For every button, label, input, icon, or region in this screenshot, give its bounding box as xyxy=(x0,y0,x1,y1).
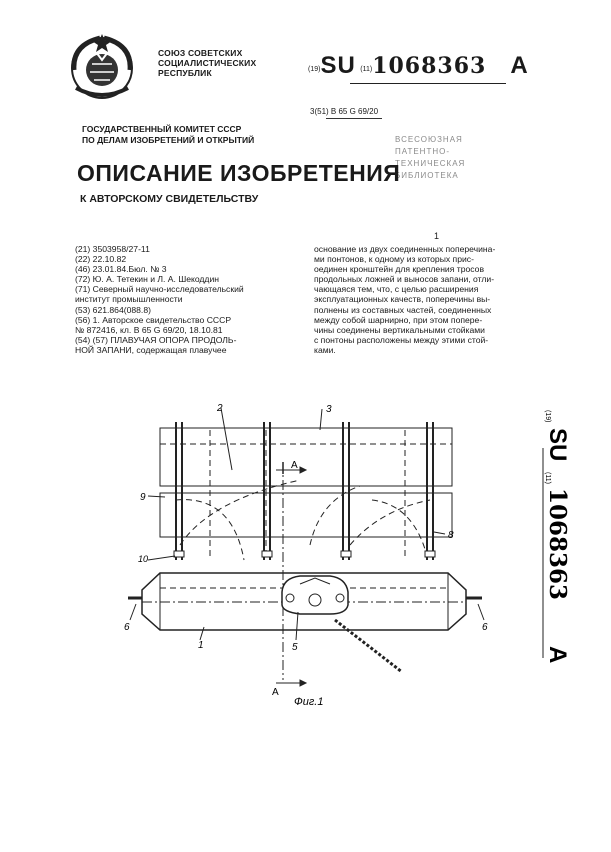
patent-kind: A xyxy=(510,52,528,79)
part-label-5: 5 xyxy=(292,642,298,653)
code-11: (11) xyxy=(360,66,373,73)
biblio-line: (46) 23.01.84.Бюл. № 3 xyxy=(75,264,167,275)
biblio-line: (71) Северный научно-исследовательский xyxy=(75,284,244,295)
part-label-6-left: 6 xyxy=(124,622,130,633)
abstract-line: оединен кронштейн для крепления тросов xyxy=(314,264,485,275)
abstract-line: чающаяся тем, что, с целью расширения xyxy=(314,284,479,295)
column-number: 1 xyxy=(434,231,440,241)
country-line: СОЮЗ СОВЕТСКИХ xyxy=(158,48,243,58)
stamp-line: ТЕХНИЧЕСКАЯ xyxy=(395,159,466,168)
abstract-line: между собой шарнирно, при этом попере- xyxy=(314,314,483,325)
vertical-patent-number xyxy=(536,408,584,678)
part-label-2: 2 xyxy=(217,403,223,414)
country-line: РЕСПУБЛИК xyxy=(158,68,212,78)
section-label-top: А xyxy=(291,460,298,471)
part-label-1: 1 xyxy=(198,640,204,651)
section-label-bottom: А xyxy=(272,687,279,698)
document-title: ОПИСАНИЕ ИЗОБРЕТЕНИЯ xyxy=(77,160,401,186)
committee-line: ПО ДЕЛАМ ИЗОБРЕТЕНИЙ И ОТКРЫТИЙ xyxy=(82,135,255,145)
vertical-patent-number-text: 1068363 xyxy=(544,488,571,601)
part-label-3: 3 xyxy=(326,404,332,415)
biblio-line: (21) 3503958/27-11 xyxy=(75,244,150,254)
part-label-10: 10 xyxy=(138,554,149,564)
biblio-line: НОЙ ЗАПАНИ, содержащая плавучее xyxy=(75,344,227,355)
biblio-line: № 872416, кл. B 65 G 69/20, 18.10.81 xyxy=(75,324,223,335)
abstract-line: эксплуатационных качеств, поперечины вы- xyxy=(314,294,491,305)
committee-line: ГОСУДАРСТВЕННЫЙ КОМИТЕТ СССР xyxy=(82,124,242,134)
abstract-line: чины соединены вертикальными стойками xyxy=(314,324,485,335)
vertical-kind: A xyxy=(544,646,571,664)
country-line: СОЦИАЛИСТИЧЕСКИХ xyxy=(158,58,257,68)
ipc-code: 3(51) B 65 G 69/20 xyxy=(310,107,379,116)
abstract-line: полнены из составных частей, соединенных xyxy=(314,304,492,315)
stamp-line: ПАТЕНТНО- xyxy=(395,147,451,156)
abstract-line: ками. xyxy=(314,344,336,355)
vertical-code-11: (11) xyxy=(544,472,551,484)
biblio-line: (22) 22.10.82 xyxy=(75,254,127,265)
part-label-6-right: 6 xyxy=(482,622,488,633)
abstract-line: основание из двух соединенных поперечина- xyxy=(314,244,496,254)
document-subtitle: К АВТОРСКОМУ СВИДЕТЕЛЬСТВУ xyxy=(80,193,259,205)
code-19: (19) xyxy=(308,66,321,73)
abstract-line: продольных ложней и выносов запани, отли- xyxy=(314,274,495,285)
abstract-line: ми понтонов, к одному из которых прис- xyxy=(314,254,474,265)
vertical-country-code: SU xyxy=(544,428,571,462)
biblio-line: (53) 621.864(088.8) xyxy=(75,304,151,315)
stamp-line: ВСЕСОЮЗНАЯ xyxy=(395,135,463,144)
biblio-line: институт промышленности xyxy=(75,294,183,305)
vertical-code-19: (19) xyxy=(544,410,551,423)
biblio-line: (56) 1. Авторское свидетельство СССР xyxy=(75,314,232,325)
part-label-9: 9 xyxy=(140,492,146,503)
country-code: SU xyxy=(320,52,356,79)
patent-number: 1068363 xyxy=(372,53,487,79)
stamp-line: БИБЛИОТЕКА xyxy=(395,171,459,180)
part-label-8: 8 xyxy=(448,530,454,541)
biblio-line: (54) (57) ПЛАВУЧАЯ ОПОРА ПРОДОЛЬ- xyxy=(75,334,237,345)
abstract-line: с понтоны расположены между этими стой- xyxy=(314,334,489,345)
figure-caption: Фиг.1 xyxy=(294,696,324,708)
biblio-line: (72) Ю. А. Тетекин и Л. А. Шекоддин xyxy=(75,274,219,285)
